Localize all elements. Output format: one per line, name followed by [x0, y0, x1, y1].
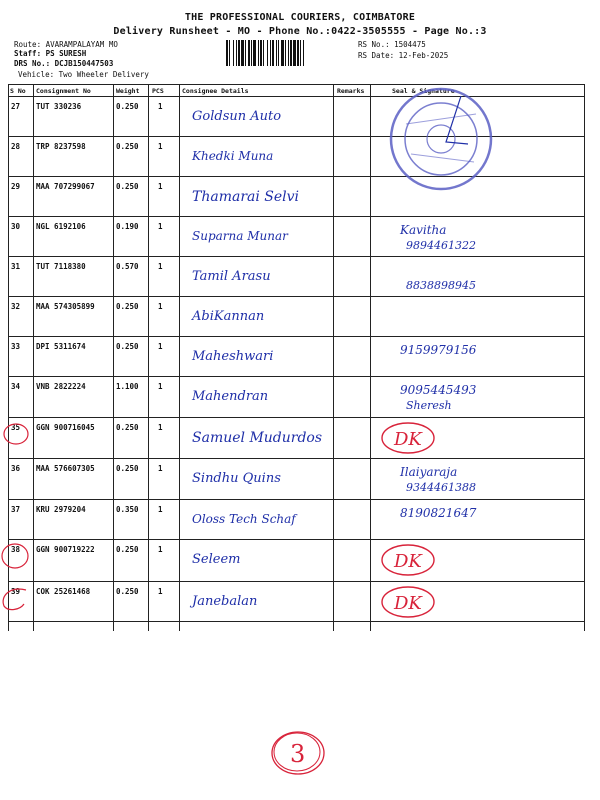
table-row	[8, 459, 584, 500]
row-pcs: 1	[158, 182, 163, 191]
row-consignment: VNB 2822224	[36, 382, 86, 391]
rs-date: RS Date: 12-Feb-2025	[358, 51, 449, 60]
table-border-right	[584, 84, 585, 631]
barcode-bar	[300, 40, 301, 66]
rs-number: RS No.: 1504475	[358, 40, 426, 49]
barcode-bar	[248, 40, 250, 66]
row-sno: 33	[11, 342, 21, 351]
barcode-bar	[238, 40, 240, 66]
barcode-bar	[263, 40, 264, 66]
barcode-bar	[229, 40, 230, 66]
table-row	[8, 257, 584, 297]
table-row	[8, 500, 584, 540]
delivered-mark-text: DK	[394, 551, 422, 572]
sno-circle-mark	[0, 541, 32, 571]
row-sno: 37	[11, 505, 21, 514]
row-weight: 0.250	[116, 302, 139, 311]
barcode-bar	[281, 40, 284, 66]
row-signature-phone: 8838898945	[406, 279, 476, 292]
row-pcs: 1	[158, 464, 163, 473]
row-pcs: 1	[158, 342, 163, 351]
delivered-mark	[378, 584, 438, 620]
table-row	[8, 418, 584, 459]
page-number-mark	[268, 728, 328, 778]
row-sno: 39	[11, 587, 21, 596]
row-consignment: TUT 330236	[36, 102, 82, 111]
col-pcs: PCS	[152, 87, 164, 95]
row-consignment: GGN 900716045	[36, 423, 95, 432]
table-row	[8, 582, 584, 622]
row-consignee: Oloss Tech Schaf	[192, 512, 296, 526]
page-title: THE PROFESSIONAL COURIERS, COIMBATORE	[184, 12, 416, 23]
barcode-bar	[293, 40, 296, 66]
row-signature-phone: 9344461388	[406, 481, 476, 494]
table-header	[8, 85, 584, 97]
row-pcs: 1	[158, 505, 163, 514]
table-row	[8, 377, 584, 418]
col-divider	[33, 84, 34, 631]
barcode-bar	[270, 40, 271, 66]
row-consignee: Sindhu Quins	[192, 471, 281, 486]
row-weight: 0.250	[116, 545, 139, 554]
row-weight: 0.250	[116, 587, 139, 596]
drs-label	[14, 59, 113, 68]
row-sno: 35	[11, 423, 21, 432]
row-consignee: Suparna Munar	[192, 229, 288, 243]
row-consignee: Goldsun Auto	[192, 109, 282, 124]
delivered-mark	[378, 420, 438, 456]
col-divider	[113, 84, 114, 631]
table-row	[8, 137, 584, 177]
row-pcs: 1	[158, 222, 163, 231]
page-number-text: 3	[290, 740, 306, 768]
row-weight: 0.570	[116, 262, 139, 271]
barcode-bar	[241, 40, 244, 66]
row-pcs: 1	[158, 302, 163, 311]
row-signature-phone: 9894461322	[406, 239, 476, 252]
barcode-bar	[290, 40, 292, 66]
row-pcs: 1	[158, 102, 163, 111]
drs-value: DCJB150447503	[54, 59, 114, 68]
row-sno: 28	[11, 142, 21, 151]
barcode-bar	[297, 40, 299, 66]
row-signature: 9159979156	[400, 343, 477, 357]
row-weight: 0.250	[116, 423, 139, 432]
barcode-bar	[285, 40, 286, 66]
barcode	[226, 40, 344, 66]
row-signature: 8190821647	[400, 506, 477, 520]
sno-circle-mark	[2, 421, 32, 447]
row-sno: 38	[11, 545, 21, 554]
barcode-bar	[233, 40, 234, 66]
row-consignment: GGN 900719222	[36, 545, 95, 554]
delivered-mark-text: DK	[394, 593, 422, 614]
barcode-bar	[276, 40, 277, 66]
col-remarks: Remarks	[337, 87, 365, 95]
table-row	[8, 297, 584, 337]
row-consignment: DPI 5311674	[36, 342, 86, 351]
row-consignment: NGL 6192106	[36, 222, 86, 231]
row-consignee: Seleem	[192, 552, 241, 567]
col-consignee: Consignee Details	[182, 87, 249, 95]
row-weight: 0.190	[116, 222, 139, 231]
route-label: Route: AVARAMPALAYAM MO	[14, 40, 118, 49]
row-pcs: 1	[158, 587, 163, 596]
col-divider	[370, 84, 371, 631]
row-weight: 0.250	[116, 182, 139, 191]
row-consignee: Janebalan	[192, 594, 258, 609]
row-pcs: 1	[158, 142, 163, 151]
row-sno: 36	[11, 464, 21, 473]
barcode-bar	[272, 40, 274, 66]
row-sno: 27	[11, 102, 21, 111]
row-consignee: Samuel Mudurdos	[192, 430, 323, 446]
col-sno: S No	[10, 87, 26, 95]
page-subtitle: Delivery Runsheet - MO - Phone No.:0422-3505555 - Page No.:3	[113, 26, 487, 37]
col-consignment: Consignment No	[36, 87, 91, 95]
row-consignment: TRP 8237598	[36, 142, 86, 151]
row-consignee: Khedki Muna	[192, 149, 274, 163]
runsheet-table	[8, 84, 584, 622]
row-sno: 29	[11, 182, 21, 191]
row-signature: Ilaiyaraja	[400, 465, 458, 479]
row-signature: Kavitha	[400, 223, 447, 237]
delivered-mark-text: DK	[394, 429, 422, 450]
col-seal: Seal & Signature	[392, 87, 455, 95]
table-row	[8, 337, 584, 377]
row-weight: 0.250	[116, 464, 139, 473]
row-consignee: Mahendran	[192, 389, 269, 404]
row-weight: 0.250	[116, 342, 139, 351]
sno-circle-mark	[0, 586, 30, 612]
barcode-bar	[267, 40, 268, 66]
row-consignment: COK 25261468	[36, 587, 91, 596]
barcode-bar	[236, 40, 237, 66]
row-consignee: Maheshwari	[192, 349, 274, 364]
row-pcs: 1	[158, 423, 163, 432]
table-row	[8, 217, 584, 257]
row-weight: 0.350	[116, 505, 139, 514]
row-signature: 9095445493	[400, 383, 477, 397]
row-sno: 32	[11, 302, 21, 311]
row-pcs: 1	[158, 382, 163, 391]
row-consignee: Tamil Arasu	[192, 269, 271, 284]
row-weight: 1.100	[116, 382, 139, 391]
row-pcs: 1	[158, 545, 163, 554]
vehicle-label: Vehicle: Two Wheeler Delivery	[18, 70, 149, 79]
row-sno: 34	[11, 382, 21, 391]
barcode-bar	[303, 40, 304, 66]
row-pcs: 1	[158, 262, 163, 271]
table-row	[8, 177, 584, 217]
row-weight: 0.250	[116, 102, 139, 111]
row-consignment: TUT 7118380	[36, 262, 86, 271]
barcode-bar	[288, 40, 289, 66]
col-divider	[148, 84, 149, 631]
drs-key: DRS No.:	[14, 59, 51, 68]
barcode-bar	[260, 40, 262, 66]
row-sno: 31	[11, 262, 21, 271]
row-consignment: MAA 576607305	[36, 464, 95, 473]
row-consignment: MAA 707299067	[36, 182, 95, 191]
barcode-bar	[253, 40, 256, 66]
col-divider	[333, 84, 334, 631]
staff-label: Staff: PS SURESH	[14, 49, 87, 58]
barcode-bar	[226, 40, 228, 66]
barcode-bar	[278, 40, 279, 66]
table-row	[8, 97, 584, 137]
row-signature-phone: Sheresh	[406, 399, 452, 412]
company-seal-stamp	[386, 84, 496, 194]
barcode-bar	[251, 40, 252, 66]
barcode-bar	[258, 40, 259, 66]
row-consignee: AbiKannan	[192, 309, 265, 324]
col-weight: Weight	[116, 87, 140, 95]
row-sno: 30	[11, 222, 21, 231]
row-consignee: Thamarai Selvi	[192, 189, 300, 205]
row-consignment: MAA 574305899	[36, 302, 95, 311]
table-row	[8, 540, 584, 582]
col-divider	[179, 84, 180, 631]
delivered-mark	[378, 542, 438, 578]
barcode-bar	[245, 40, 246, 66]
row-weight: 0.250	[116, 142, 139, 151]
row-consignment: KRU 2979204	[36, 505, 86, 514]
